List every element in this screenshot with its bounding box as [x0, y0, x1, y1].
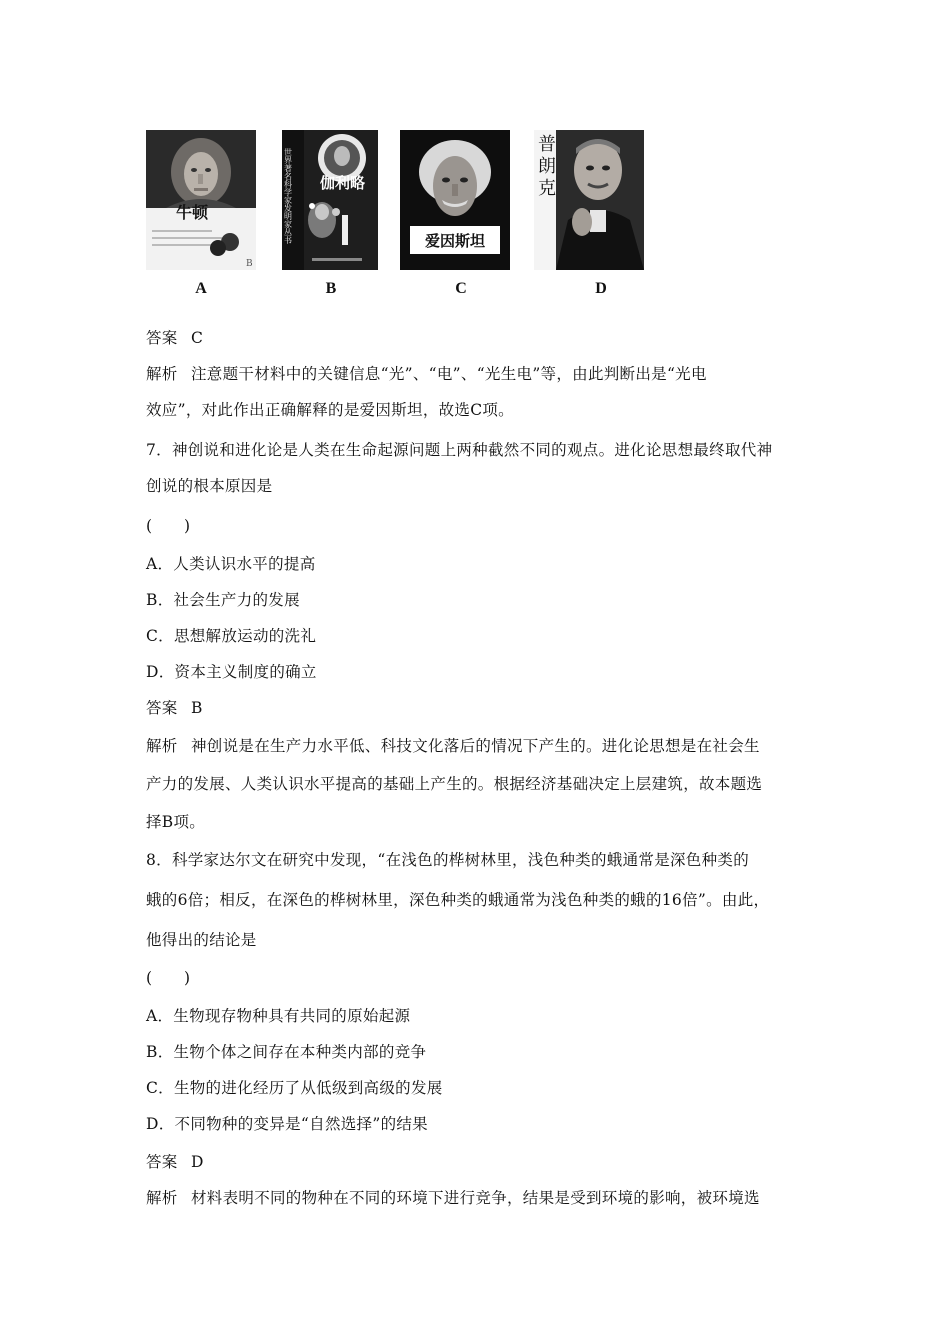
q8-stem-line-1: 8．科学家达尔文在研究中发现，“在浅色的桦树林里，浅色种类的蛾通常是深色种类的 [146, 851, 749, 869]
q6-answer-label: 答案 [146, 329, 178, 347]
q7-analysis-label: 解析 [146, 737, 178, 755]
q6-analysis-line-2: 效应”，对此作出正确解释的是爱因斯坦，故选C项。 [146, 401, 514, 419]
q6-analysis-line-1 [146, 362, 707, 384]
q7-answer [146, 696, 203, 718]
planck-title-3: 克 [538, 178, 556, 199]
caption-b: B [325, 280, 337, 297]
q8-analysis-line-1 [146, 1186, 760, 1208]
q6-analysis-label: 解析 [146, 365, 178, 383]
newton-title: 牛顿 [176, 203, 209, 222]
q8-answer [146, 1150, 204, 1172]
q8-answer-value: D [191, 1153, 204, 1171]
caption-a: A [195, 280, 207, 297]
q8-option-d: D．不同物种的变异是“自然选择”的结果 [146, 1115, 428, 1133]
q8-blank: ( ) [146, 969, 191, 987]
q8-option-c: C．生物的进化经历了从低级到高级的发展 [146, 1079, 443, 1097]
q8-option-a: A．生物现存物种具有共同的原始起源 [146, 1007, 411, 1025]
einstein-title: 爱因斯坦 [424, 232, 486, 250]
galileo-book-cover-image [282, 130, 378, 270]
q8-option-b: B．生物个体之间存在本种类内部的竞争 [146, 1043, 427, 1061]
q8-analysis-label: 解析 [146, 1189, 178, 1207]
figure-options [146, 130, 646, 300]
q7-analysis-line-3: 择B项。 [146, 813, 206, 831]
q7-analysis-line-1 [146, 734, 760, 756]
q6-answer [146, 326, 203, 348]
planck-portrait-image [534, 130, 644, 270]
q8-stem-line-3: 他得出的结论是 [146, 931, 257, 949]
q7-option-c: C．思想解放运动的洗礼 [146, 627, 317, 645]
q7-blank: ( ) [146, 517, 191, 535]
q8-stem-line-2: 蛾的6倍；相反，在深色的桦树林里，深色种类的蛾通常为浅色种类的蛾的16倍”。由此， [146, 891, 770, 909]
caption-c: C [455, 280, 467, 297]
galileo-title: 伽利略 [320, 174, 366, 192]
newton-book-cover-image [146, 130, 256, 270]
q6-answer-value: C [191, 329, 204, 347]
q7-option-a: A．人类认识水平的提高 [146, 555, 316, 573]
caption-d: D [595, 280, 607, 297]
q8-answer-label: 答案 [146, 1153, 178, 1171]
q7-stem-line-2: 创说的根本原因是 [146, 477, 273, 495]
planck-title-2: 朗 [538, 156, 556, 177]
newton-corner-letter: B [246, 259, 253, 269]
einstein-portrait-image [400, 130, 510, 270]
q7-analysis-text-1: 神创说是在生产力水平低、科技文化落后的情况下产生的。进化论思想是在社会生 [191, 737, 760, 755]
galileo-series-title: 世界著名科学家发明家丛书 [283, 148, 293, 244]
q6-analysis-text-1: 注意题干材料中的关键信息“光”、“电”、“光生电”等，由此判断出是“光电 [191, 365, 707, 383]
q7-option-d: D．资本主义制度的确立 [146, 663, 317, 681]
q7-analysis-line-2: 产力的发展、人类认识水平提高的基础上产生的。根据经济基础决定上层建筑，故本题选 [146, 775, 763, 793]
q8-analysis-text-1: 材料表明不同的物种在不同的环境下进行竞争，结果是受到环境的影响，被环境选 [191, 1189, 760, 1207]
q7-stem-line-1: 7．神创说和进化论是人类在生命起源问题上两种截然不同的观点。进化论思想最终取代神 [146, 441, 773, 459]
q7-option-b: B．社会生产力的发展 [146, 591, 300, 609]
q7-answer-value: B [191, 699, 203, 717]
planck-title-1: 普 [538, 134, 556, 155]
q7-answer-label: 答案 [146, 699, 178, 717]
